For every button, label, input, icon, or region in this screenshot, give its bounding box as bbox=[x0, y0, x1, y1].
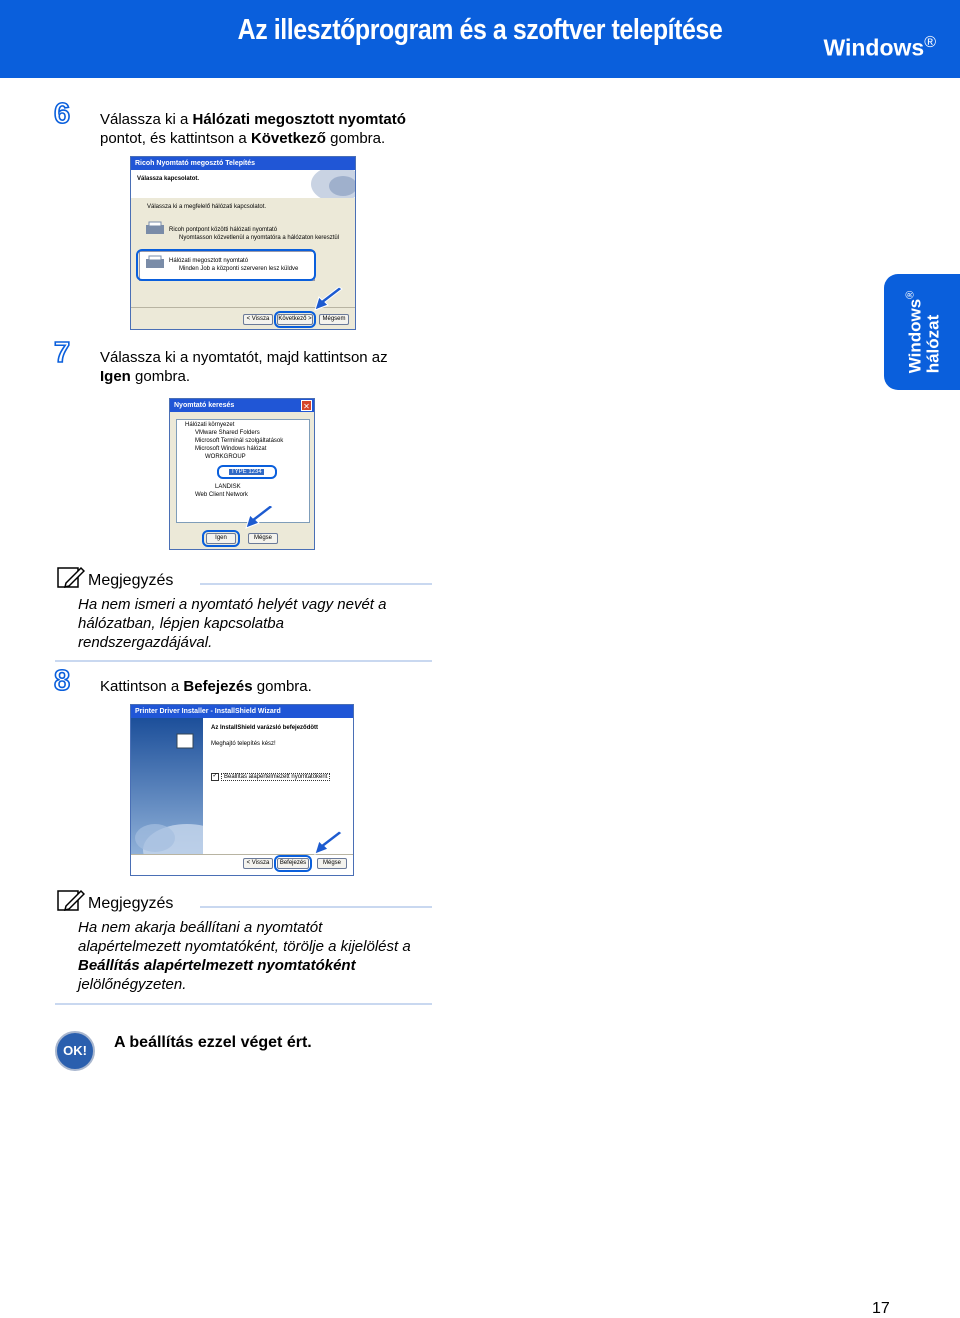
highlight-ring-next bbox=[274, 311, 316, 328]
dialog-titlebar: Printer Driver Installer - InstallShield Wizard bbox=[131, 705, 353, 718]
wizard-side-graphic bbox=[131, 718, 203, 854]
option-shared-printer[interactable]: Hálózati megosztott nyomtató bbox=[169, 258, 249, 264]
cancel-button[interactable]: Mégse bbox=[248, 533, 278, 544]
next-button[interactable]: Következő > bbox=[277, 314, 313, 325]
side-tab-os: Windows bbox=[905, 298, 925, 374]
highlight-ring-printer bbox=[217, 465, 277, 479]
note-pencil-icon bbox=[57, 888, 85, 912]
step-7-text: Válassza ki a nyomtatót, majd kattintson az Igen gombra. bbox=[100, 349, 388, 385]
step-8-text: Kattintson a Befejezés gombra. bbox=[100, 678, 312, 695]
close-icon[interactable]: ✕ bbox=[301, 400, 312, 411]
side-tab-reg: ® bbox=[904, 290, 917, 299]
pointer-arrow-icon bbox=[311, 829, 345, 857]
option-shared-printer-desc: Minden Job a központi szerveren lesz küldve bbox=[179, 266, 299, 272]
note-bottom-rule bbox=[55, 1003, 432, 1005]
os-label-text: Windows bbox=[823, 34, 925, 61]
cancel-button[interactable]: Mégsem bbox=[319, 314, 349, 325]
tree-node[interactable]: Hálózati környezet bbox=[185, 422, 235, 428]
tree-node[interactable]: WORKGROUP bbox=[205, 454, 246, 460]
default-printer-checkbox[interactable]: ✓ bbox=[212, 773, 218, 779]
highlight-ring-yes bbox=[202, 530, 240, 547]
back-button[interactable]: < Vissza bbox=[243, 314, 273, 325]
side-section-tab bbox=[884, 274, 960, 390]
step-6-text: Válassza ki a Hálózati megosztott nyomtató pontot, és kattintson a Következő gombra. bbox=[100, 111, 406, 147]
note-bottom-rule bbox=[55, 660, 432, 662]
screenshot-install-complete-dialog bbox=[130, 704, 354, 876]
screenshot-printer-search-dialog bbox=[169, 398, 315, 550]
note-body: Ha nem akarja beállítani a nyomtatót alapértelmezett nyomtatóként, törölje a kijelölést a Beállítás alapértelmezett nyomtatóként jelölőnégyzeten. bbox=[78, 919, 411, 993]
page-title: Az illesztőprogram és a szoftver telepítése bbox=[237, 14, 723, 46]
finish-button[interactable]: Befejezés bbox=[277, 858, 309, 869]
registered-mark: ® bbox=[924, 34, 936, 51]
step-number-7: 7 bbox=[54, 337, 71, 369]
printer-icon bbox=[145, 221, 165, 237]
dialog-heading: Válassza kapcsolatot. bbox=[137, 176, 200, 182]
screenshot-network-type-dialog bbox=[130, 156, 356, 330]
shared-printer-icon bbox=[145, 255, 165, 271]
banner-graphic bbox=[295, 170, 355, 198]
highlight-ring-finish bbox=[274, 855, 312, 872]
back-button[interactable]: < Vissza bbox=[243, 858, 273, 869]
wizard-message: Meghajtó telepítés kész! bbox=[211, 741, 276, 747]
pointer-arrow-icon bbox=[242, 503, 276, 531]
page-header bbox=[0, 0, 960, 78]
note-pencil-icon bbox=[57, 565, 85, 589]
step-number-8: 8 bbox=[54, 665, 71, 697]
completion-message: A beállítás ezzel véget ért. bbox=[114, 1034, 312, 1051]
note-top-rule bbox=[200, 583, 432, 585]
side-tab-network: hálózat bbox=[923, 314, 943, 374]
page-number: 17 bbox=[872, 1300, 890, 1317]
tree-node[interactable]: Microsoft Windows hálózat bbox=[195, 446, 267, 452]
tree-node[interactable]: Microsoft Terminál szolgáltatások bbox=[195, 438, 284, 444]
wizard-heading: Az InstallShield varázsló befejeződött bbox=[211, 725, 319, 731]
tree-node[interactable]: Web Client Network bbox=[195, 492, 248, 498]
os-label bbox=[823, 34, 936, 62]
tree-node[interactable]: LANDISK bbox=[215, 484, 241, 490]
option-peer-to-peer[interactable]: Ricoh pontpont közötti hálózati nyomtató bbox=[169, 227, 278, 233]
dialog-titlebar: Nyomtató keresés bbox=[170, 399, 314, 412]
default-printer-label[interactable]: Beállítás alapértelmezett nyomtatóként bbox=[221, 773, 330, 781]
note-title: Megjegyzés bbox=[88, 895, 174, 912]
tree-node-selected[interactable]: TYPE 1234 bbox=[231, 469, 262, 475]
yes-button[interactable]: Igen bbox=[206, 533, 236, 544]
note-body: Ha nem ismeri a nyomtató helyét vagy nevét a hálózatban, lépjen kapcsolatba rendszergazdájával. bbox=[78, 596, 387, 651]
dialog-banner bbox=[131, 170, 355, 198]
option-peer-to-peer-desc: Nyomtasson közvetlenül a nyomtatóra a hálózaton keresztül bbox=[179, 235, 340, 241]
dialog-prompt: Válassza ki a megfelelő hálózati kapcsolatot. bbox=[147, 204, 267, 210]
pointer-arrow-icon bbox=[311, 285, 345, 313]
note-top-rule bbox=[200, 906, 432, 908]
side-tab-text bbox=[902, 291, 943, 374]
tree-node[interactable]: VMware Shared Folders bbox=[195, 430, 260, 436]
dialog-titlebar: Ricoh Nyomtató megosztó Telepítés bbox=[131, 157, 355, 170]
note-title: Megjegyzés bbox=[88, 572, 174, 589]
cancel-button[interactable]: Mégse bbox=[317, 858, 347, 869]
step-number-6: 6 bbox=[54, 98, 71, 130]
ok-badge-icon: OK! bbox=[55, 1031, 95, 1071]
